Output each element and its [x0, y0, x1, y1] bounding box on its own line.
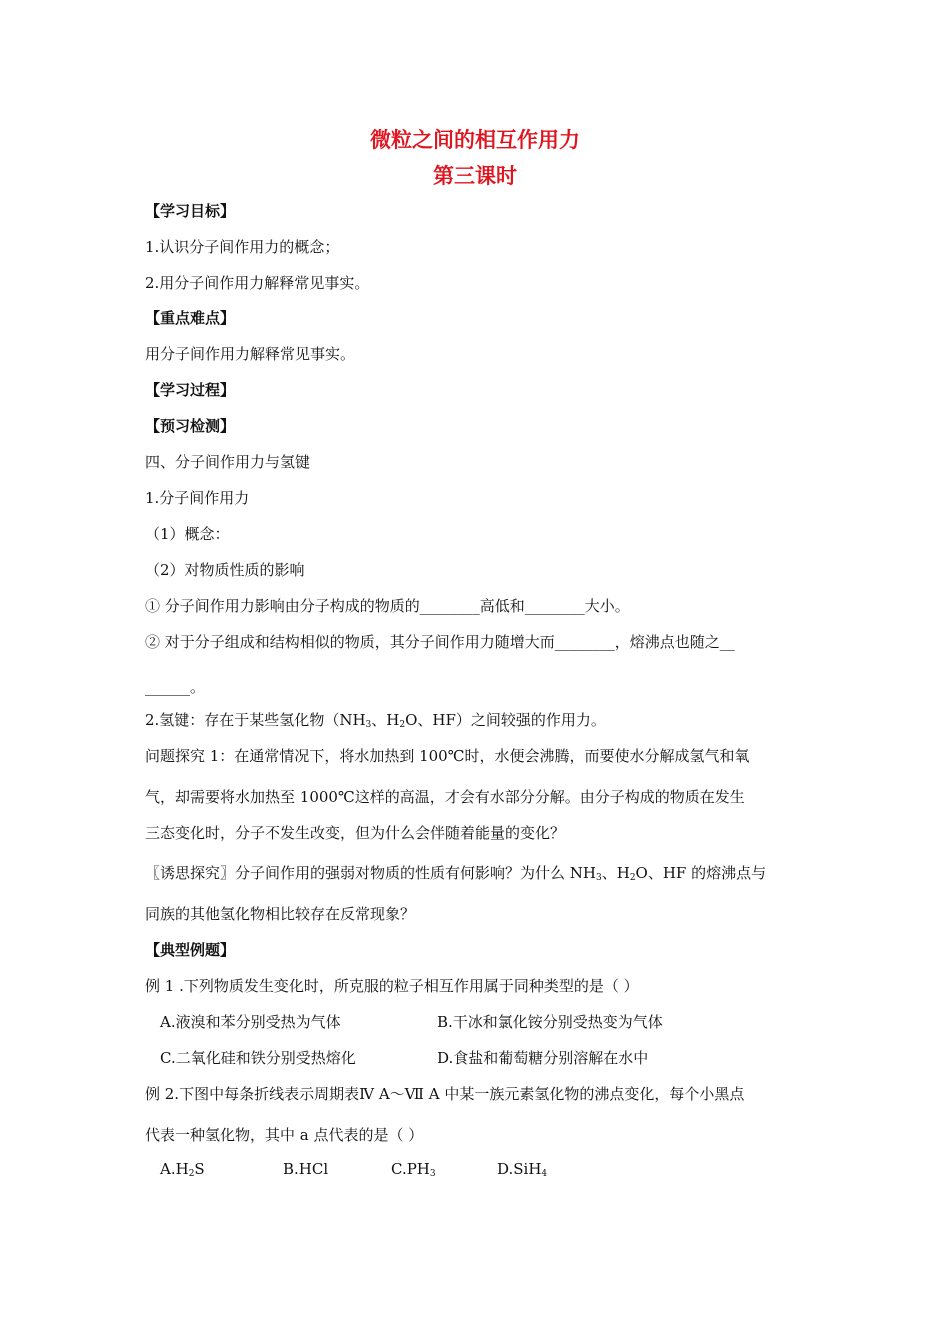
goal-1: 1.认识分子间作用力的概念； — [145, 238, 340, 256]
question-1-line-1: 问题探究 1：在通常情况下，将水加热到 100℃时，水便会沸腾，而要使水分解成氢气和氧 — [145, 747, 750, 765]
key-points-text: 用分子间作用力解释常见事实。 — [145, 345, 356, 363]
document-subtitle: 第三课时 — [433, 164, 517, 188]
example-2-option-a: $A.H_2S$ — [160, 1160, 205, 1179]
example-1-option-a: A.液溴和苯分别受热为气体 — [160, 1013, 341, 1031]
example-2-line-1: 例 2.下图中每条折线表示周期表Ⅳ A～Ⅶ A 中某一族元素氢化物的沸点变化，每个小黑点 — [145, 1085, 745, 1103]
item-1-influence: （2）对物质性质的影响 — [145, 561, 305, 579]
fill-in-2: ② 对于分子组成和结构相似的物质，其分子间作用力随增大而________，熔沸点也随之__ — [145, 633, 735, 651]
goal-2: 2.用分子间作用力解释常见事实。 — [145, 274, 370, 292]
example-1-option-b: B.干冰和氯化铵分别受热变为气体 — [437, 1013, 663, 1031]
process-heading: 【学习过程】 — [145, 381, 236, 399]
goals-heading: 【学习目标】 — [145, 202, 236, 220]
item-1-heading: 1.分子间作用力 — [145, 489, 250, 507]
examples-heading: 【典型例题】 — [145, 941, 236, 959]
inquiry-line-1: 〖诱思探究〗分子间作用的强弱对物质的性质有何影响？为什么 $NH_3$、$H_2O$、HF 的熔沸点与 — [145, 864, 767, 883]
example-2-option-d: D.SiH$_4$ — [497, 1160, 548, 1179]
key-points-heading: 【重点难点】 — [145, 309, 236, 327]
hydrogen-bond-definition: 2.氢键：存在于某些氢化物（$NH_3$、$H_2O$、HF）之间较强的作用力。 — [145, 711, 606, 730]
inquiry-line-2: 同族的其他氢化物相比较存在反常现象？ — [145, 905, 416, 923]
example-1-question: 例 1 .下列物质发生变化时，所克服的粒子相互作用属于同种类型的是（ ） — [145, 977, 639, 995]
document-title: 微粒之间的相互作用力 — [370, 128, 580, 152]
section-four-heading: 四、分子间作用力与氢键 — [145, 453, 311, 471]
question-1-line-2: 气，却需要将水加热至 1000℃这样的高温，才会有水部分分解。由分子构成的物质在发生 — [145, 788, 745, 806]
example-2-option-c: $C.PH_3$ — [391, 1160, 436, 1179]
example-1-option-c: C.二氧化硅和铁分别受热熔化 — [160, 1049, 356, 1067]
fill-in-1: ① 分子间作用力影响由分子构成的物质的________高低和________大小。 — [145, 597, 630, 615]
example-2-line-2: 代表一种氢化物，其中 a 点代表的是（ ） — [145, 1126, 424, 1144]
item-1-concept: （1）概念： — [145, 525, 230, 543]
question-1-line-3: 三态变化时，分子不发生改变，但为什么会伴随着能量的变化？ — [145, 824, 566, 842]
preview-heading: 【预习检测】 — [145, 417, 236, 435]
fill-in-2-continued: ______。 — [145, 678, 206, 696]
example-1-option-d: D.食盐和葡萄糖分别溶解在水中 — [437, 1049, 649, 1067]
example-2-option-b: B.HCl — [283, 1160, 329, 1178]
